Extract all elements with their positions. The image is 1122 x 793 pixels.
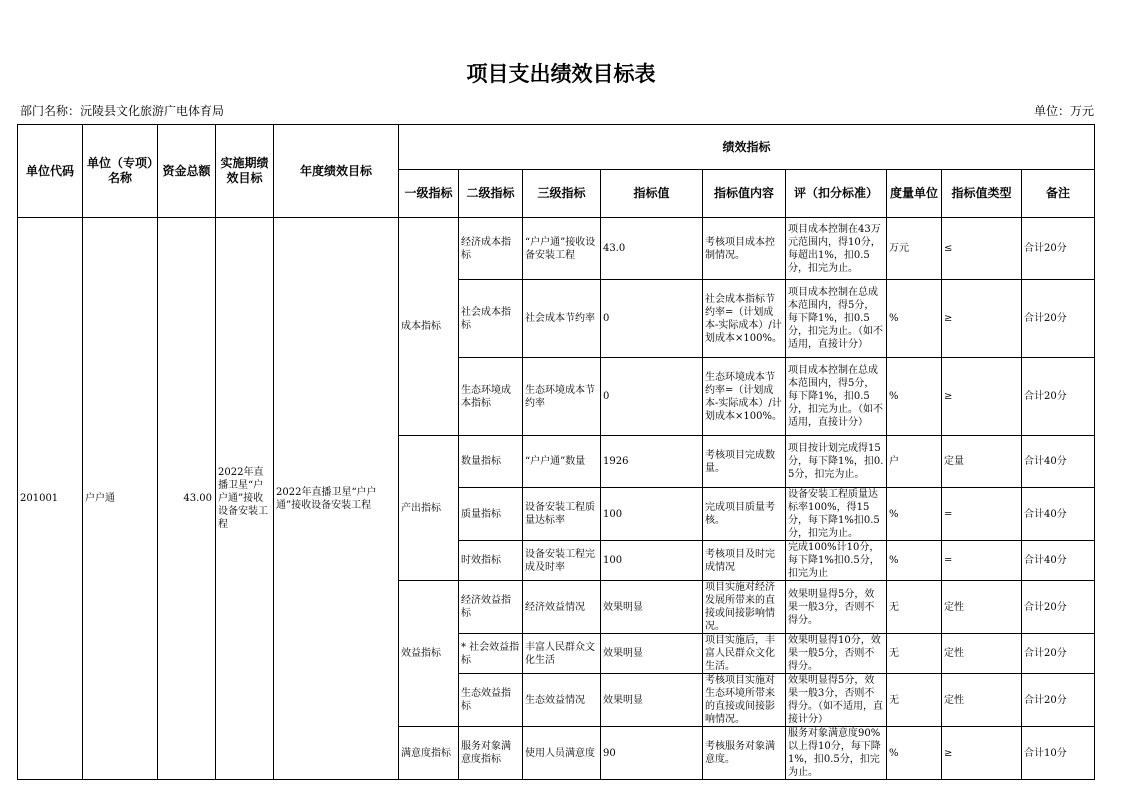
- level3-cell: “户户通”接收设备安装工程: [523, 218, 601, 280]
- value-content-cell: 考核项目及时完成情况: [703, 541, 786, 581]
- value-cell: 效果明显: [601, 581, 703, 634]
- header-remark: 备注: [1022, 170, 1095, 218]
- department-name: 部门名称：沅陵县文化旅游广电体育局: [20, 104, 225, 118]
- header-unit-code: 单位代码: [18, 125, 83, 218]
- level2-cell: 数量指标: [459, 436, 523, 488]
- level1-cell: 成本指标: [399, 218, 459, 436]
- remark-cell: 合计20分: [1022, 358, 1095, 436]
- remark-cell: 合计40分: [1022, 488, 1095, 541]
- value-type-cell: 定量: [942, 436, 1022, 488]
- measure-unit-cell: %: [887, 727, 942, 780]
- header-value-type: 指标值类型: [942, 170, 1022, 218]
- measure-unit-cell: %: [887, 488, 942, 541]
- value-cell: 100: [601, 488, 703, 541]
- remark-cell: 合计10分: [1022, 727, 1095, 780]
- level3-cell: 丰富人民群众文化生活: [523, 634, 601, 674]
- level3-cell: 经济效益情况: [523, 581, 601, 634]
- scoring-cell: 项目成本控制在总成本范围内，得5分，每下降1%，扣0.5分，扣完为止。（如不适用，直接计分）: [786, 358, 887, 436]
- measure-unit-cell: %: [887, 280, 942, 358]
- level2-cell: 时效指标: [459, 541, 523, 581]
- value-type-cell: ≥: [942, 727, 1022, 780]
- header-level1: 一级指标: [399, 170, 459, 218]
- value-content-cell: 完成项目质量考核。: [703, 488, 786, 541]
- scoring-cell: 项目成本控制在总成本范围内，得5分，每下降1%，扣0.5分，扣完为止。（如不适用，直接计分）: [786, 280, 887, 358]
- value-content-cell: 生态环境成本节约率=（计划成本-实际成本）/计划成本×100%。: [703, 358, 786, 436]
- level2-cell: 经济成本指标: [459, 218, 523, 280]
- remark-cell: 合计20分: [1022, 280, 1095, 358]
- value-content-cell: 考核服务对象满意度。: [703, 727, 786, 780]
- value-cell: 90: [601, 727, 703, 780]
- value-type-cell: 定性: [942, 581, 1022, 634]
- header-measure-unit: 度量单位: [887, 170, 942, 218]
- value-cell: 0: [601, 280, 703, 358]
- value-cell: 1926: [601, 436, 703, 488]
- level2-cell: 生态效益指标: [459, 674, 523, 727]
- level2-cell: * 社会效益指标: [459, 634, 523, 674]
- level2-cell: 服务对象满意度指标: [459, 727, 523, 780]
- remark-cell: 合计20分: [1022, 634, 1095, 674]
- level2-cell: 社会成本指标: [459, 280, 523, 358]
- value-cell: 43.0: [601, 218, 703, 280]
- value-content-cell: 社会成本指标节约率=（计划成本-实际成本）/计划成本×100%。: [703, 280, 786, 358]
- value-cell: 效果明显: [601, 674, 703, 727]
- table-row: [18, 218, 1095, 280]
- level1-cell: 效益指标: [399, 581, 459, 727]
- remark-cell: 合计20分: [1022, 674, 1095, 727]
- page-title: 项目支出绩效目标表: [466, 62, 656, 86]
- header-annual-target: 年度绩效目标: [274, 125, 399, 218]
- value-type-cell: =: [942, 541, 1022, 581]
- remark-cell: 合计40分: [1022, 541, 1095, 581]
- scoring-cell: 设备安装工程质量达标率100%，得15分，每下降1%扣0.5分，扣完为止。: [786, 488, 887, 541]
- measure-unit-cell: 户: [887, 436, 942, 488]
- header-level2: 二级指标: [459, 170, 523, 218]
- scoring-cell: 服务对象满意度90%以上得10分，每下降1%，扣0.5分，扣完为止。: [786, 727, 887, 780]
- level3-cell: 设备安装工程质量达标率: [523, 488, 601, 541]
- level3-cell: 社会成本节约率: [523, 280, 601, 358]
- value-content-cell: 考核项目成本控制情况。: [703, 218, 786, 280]
- unit-name-cell: 户户通: [83, 218, 158, 780]
- fund-total-cell: 43.00: [158, 218, 216, 780]
- value-type-cell: ≥: [942, 280, 1022, 358]
- value-type-cell: ≥: [942, 358, 1022, 436]
- header-period-target: 实施期绩效目标: [216, 125, 274, 218]
- table-body: [18, 218, 1095, 780]
- period-target-cell: 2022年直播卫星“户户通”接收设备安装工程: [216, 218, 274, 780]
- remark-cell: 合计20分: [1022, 581, 1095, 634]
- measure-unit-cell: 无: [887, 674, 942, 727]
- measure-unit-cell: 无: [887, 581, 942, 634]
- value-cell: 效果明显: [601, 634, 703, 674]
- value-content-cell: 考核项目完成数量。: [703, 436, 786, 488]
- header-value: 指标值: [601, 170, 703, 218]
- scoring-cell: 项目成本控制在43万元范围内，得10分，每超出1%，扣0.5分，扣完为止。: [786, 218, 887, 280]
- header-fund-total: 资金总额: [158, 125, 216, 218]
- level3-cell: 生态环境成本节约率: [523, 358, 601, 436]
- scoring-cell: 完成100%计10分，每下降1%扣0.5分，扣完为止: [786, 541, 887, 581]
- value-type-cell: 定性: [942, 634, 1022, 674]
- level2-cell: 生态环境成本指标: [459, 358, 523, 436]
- header-unit-name: 单位（专项）名称: [83, 125, 158, 218]
- level3-cell: 使用人员满意度: [523, 727, 601, 780]
- scoring-cell: 项目按计划完成得15分，每下降1%，扣0.5分，扣完为止。: [786, 436, 887, 488]
- level2-cell: 质量指标: [459, 488, 523, 541]
- remark-cell: 合计40分: [1022, 436, 1095, 488]
- value-type-cell: 定性: [942, 674, 1022, 727]
- measure-unit-cell: %: [887, 358, 942, 436]
- level2-cell: 经济效益指标: [459, 581, 523, 634]
- scoring-cell: 效果明显得5分，效果一般3分，否则不得分。: [786, 581, 887, 634]
- unit-code-cell: 201001: [18, 218, 83, 780]
- header-level3: 三级指标: [523, 170, 601, 218]
- value-content-cell: 项目实施后，丰富人民群众文化生活。: [703, 634, 786, 674]
- value-cell: 0: [601, 358, 703, 436]
- value-content-cell: 项目实施对经济发展所带来的直接或间接影响情况。: [703, 581, 786, 634]
- scoring-cell: 效果明显得5分，效果一般3分，否则不得分。（如不适用，直接计分）: [786, 674, 887, 727]
- scoring-cell: 效果明显得10分，效果一般5分，否则不得分。: [786, 634, 887, 674]
- value-type-cell: ≤: [942, 218, 1022, 280]
- measure-unit-cell: 无: [887, 634, 942, 674]
- level3-cell: 设备安装工程完成及时率: [523, 541, 601, 581]
- annual-target-cell: 2022年直播卫星“户户通”接收设备安装工程: [274, 218, 399, 780]
- header-perf-indicators: 绩效指标: [399, 125, 1095, 170]
- performance-target-table: [17, 124, 1095, 780]
- currency-unit: 单位：万元: [1033, 104, 1094, 118]
- level1-cell: 满意度指标: [399, 727, 459, 780]
- value-cell: 100: [601, 541, 703, 581]
- remark-cell: 合计20分: [1022, 218, 1095, 280]
- value-type-cell: =: [942, 488, 1022, 541]
- measure-unit-cell: 万元: [887, 218, 942, 280]
- level3-cell: “户户通”数量: [523, 436, 601, 488]
- measure-unit-cell: %: [887, 541, 942, 581]
- level3-cell: 生态效益情况: [523, 674, 601, 727]
- level1-cell: 产出指标: [399, 436, 459, 581]
- header-value-content: 指标值内容: [703, 170, 786, 218]
- header-scoring: 评（扣分标准）: [786, 170, 887, 218]
- value-content-cell: 考核项目实施对生态环境所带来的直接或间接影响情况。: [703, 674, 786, 727]
